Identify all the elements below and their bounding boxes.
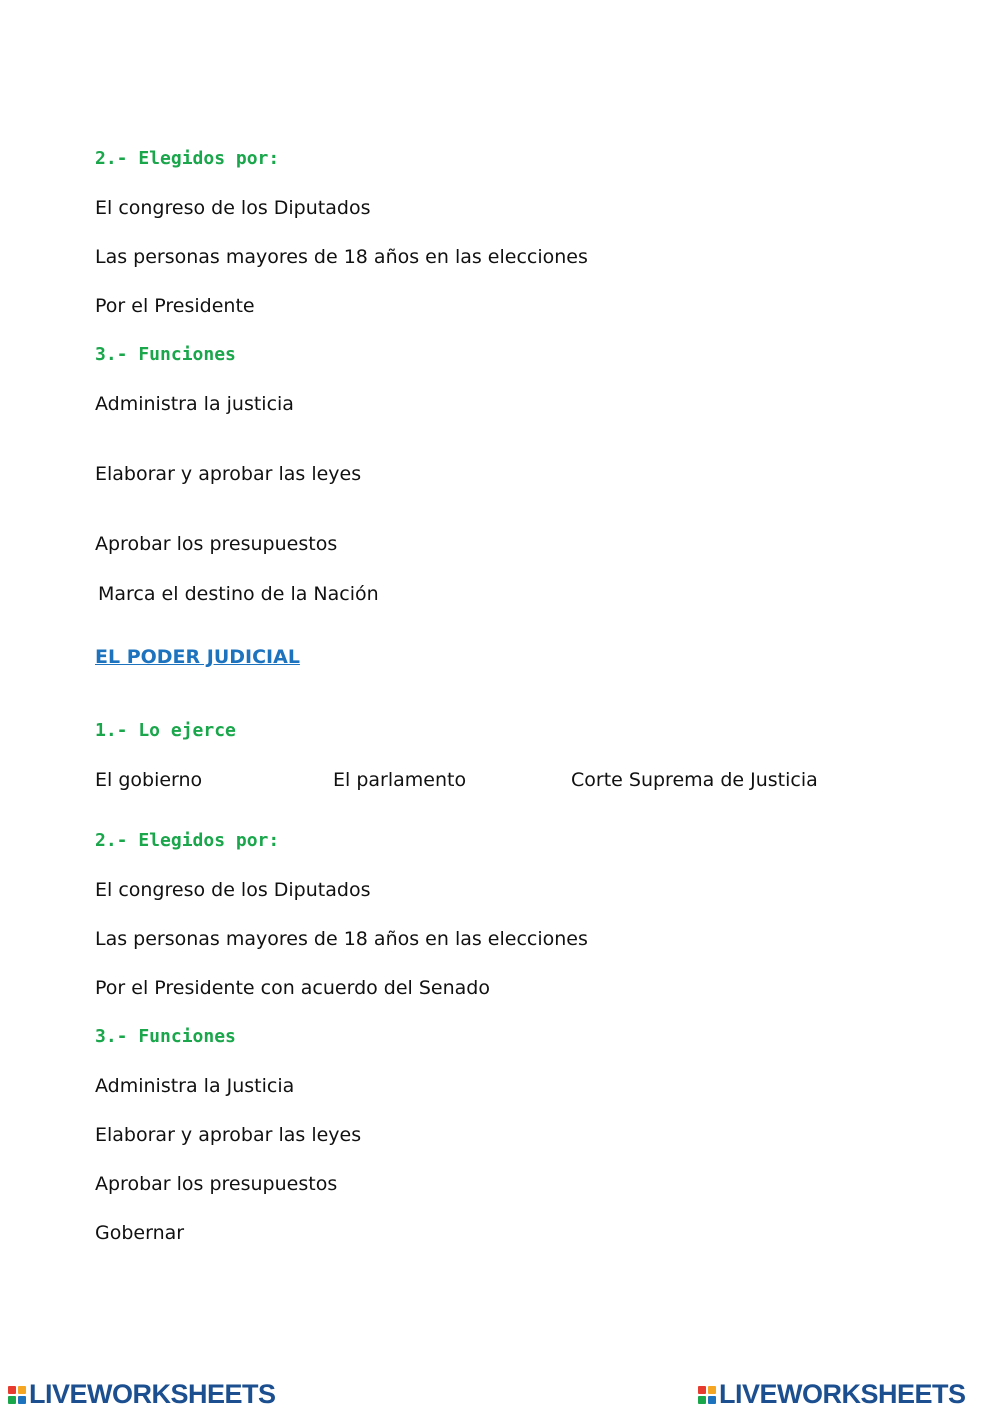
judicial-ejerce-option-2[interactable]: El parlamento <box>333 769 467 791</box>
liveworksheets-icon <box>8 1386 26 1404</box>
logo-text: LIVEWORKSHEETS <box>29 1379 276 1409</box>
liveworksheets-icon <box>698 1386 716 1404</box>
option-funciones-2[interactable]: Elaborar y aprobar las leyes <box>95 463 362 485</box>
judicial-heading-funciones: 3.- Funciones <box>95 1026 236 1047</box>
judicial-elegidos-option-2[interactable]: Las personas mayores de 18 años en las elecciones <box>95 928 588 950</box>
judicial-ejerce-option-1[interactable]: El gobierno <box>95 769 203 791</box>
judicial-heading-ejerce: 1.- Lo ejerce <box>95 720 236 741</box>
judicial-funciones-option-3[interactable]: Aprobar los presupuestos <box>95 1173 338 1195</box>
option-elegidos-3[interactable]: Por el Presidente <box>95 295 255 317</box>
option-elegidos-1[interactable]: El congreso de los Diputados <box>95 197 371 219</box>
option-funciones-1[interactable]: Administra la justicia <box>95 393 294 415</box>
liveworksheets-logo-left <box>8 1379 276 1410</box>
judicial-elegidos-option-3[interactable]: Por el Presidente con acuerdo del Senado <box>95 977 490 999</box>
option-funciones-3[interactable]: Aprobar los presupuestos <box>95 533 338 555</box>
judicial-heading-elegidos: 2.- Elegidos por: <box>95 830 280 851</box>
page-title-poder-judicial: EL PODER JUDICIAL <box>95 646 300 668</box>
option-elegidos-2[interactable]: Las personas mayores de 18 años en las elecciones <box>95 246 588 268</box>
judicial-ejerce-option-3[interactable]: Corte Suprema de Justicia <box>571 769 818 791</box>
judicial-elegidos-option-1[interactable]: El congreso de los Diputados <box>95 879 371 901</box>
liveworksheets-logo-right <box>698 1379 966 1410</box>
option-funciones-4[interactable]: Marca el destino de la Nación <box>98 583 379 605</box>
section-heading-funciones: 3.- Funciones <box>95 344 236 365</box>
judicial-funciones-option-4[interactable]: Gobernar <box>95 1222 185 1244</box>
section-heading-elegidos: 2.- Elegidos por: <box>95 148 280 169</box>
judicial-funciones-option-1[interactable]: Administra la Justicia <box>95 1075 295 1097</box>
logo-text: LIVEWORKSHEETS <box>719 1379 966 1409</box>
judicial-funciones-option-2[interactable]: Elaborar y aprobar las leyes <box>95 1124 362 1146</box>
